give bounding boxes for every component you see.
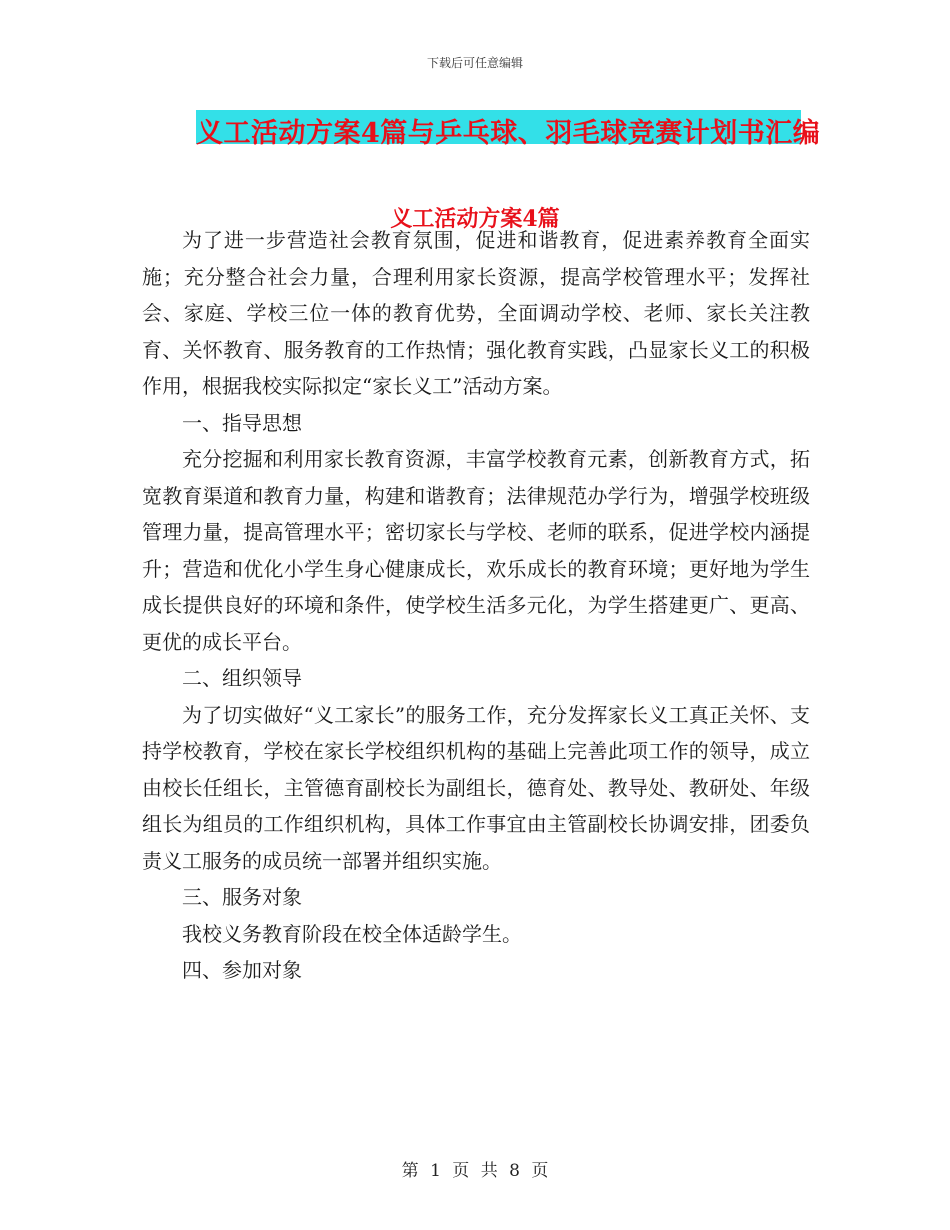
document-body xyxy=(142,222,810,989)
section-heading: 一、指导思想 xyxy=(182,410,302,435)
section-paragraph: 充分挖掘和利用家长教育资源，丰富学校教育元素，创新教育方式，拓宽教育渠道和教育力量，构建和谐教育；法律规范办学行为，增强学校班级管理力量，提高管理水平；密切家长与学校、老师的联系，促进学校内涵提升；营造和优化小学生身心健康成长，欢乐成长的教育环境；更好地为学生成长提供良好的环境和条件，使学校生活多元化，为学生搭建更广、更高、更优的成长平台。 xyxy=(142,447,810,654)
intro-paragraph: 为了进一步营造社会教育氛围，促进和谐教育，促进素养教育全面实施；充分整合社会力量，合理利用家长资源，提高学校管理水平；发挥社会、家庭、学校三位一体的教育优势，全面调动学校、老师、家长关注教育、关怀教育、服务教育的工作热情；强化教育实践，凸显家长义工的积极作用，根据我校实际拟定“家长义工”活动方案。 xyxy=(142,228,810,398)
page-number: 第 1 页 共 8 页 xyxy=(401,1161,549,1181)
section-heading: 二、组织领导 xyxy=(182,666,302,690)
section-heading: 四、参加对象 xyxy=(182,958,302,982)
section-heading: 三、服务对象 xyxy=(182,885,302,909)
section-paragraph: 为了切实做好“义工家长”的服务工作，充分发挥家长义工真正关怀、支持学校教育，学校在家长学校组织机构的基础上完善此项工作的领导，成立由校长任组长，主管德育副校长为副组长，德育处、教导处、教研处、年级组长为组员的工作组织机构，具体工作事宜由主管副校长协调安排，团委负责义工服务的成员统一部署并组织实施。 xyxy=(142,702,810,873)
section-paragraph: 我校义务教育阶段在校全体适龄学生。 xyxy=(182,921,522,946)
header-note: 下载后可任意编辑 xyxy=(426,56,523,70)
section-title: 义工活动方案4篇 xyxy=(390,206,560,232)
document-title: 义工活动方案4篇与乒乓球、羽毛球竞赛计划书汇编 xyxy=(196,118,821,149)
